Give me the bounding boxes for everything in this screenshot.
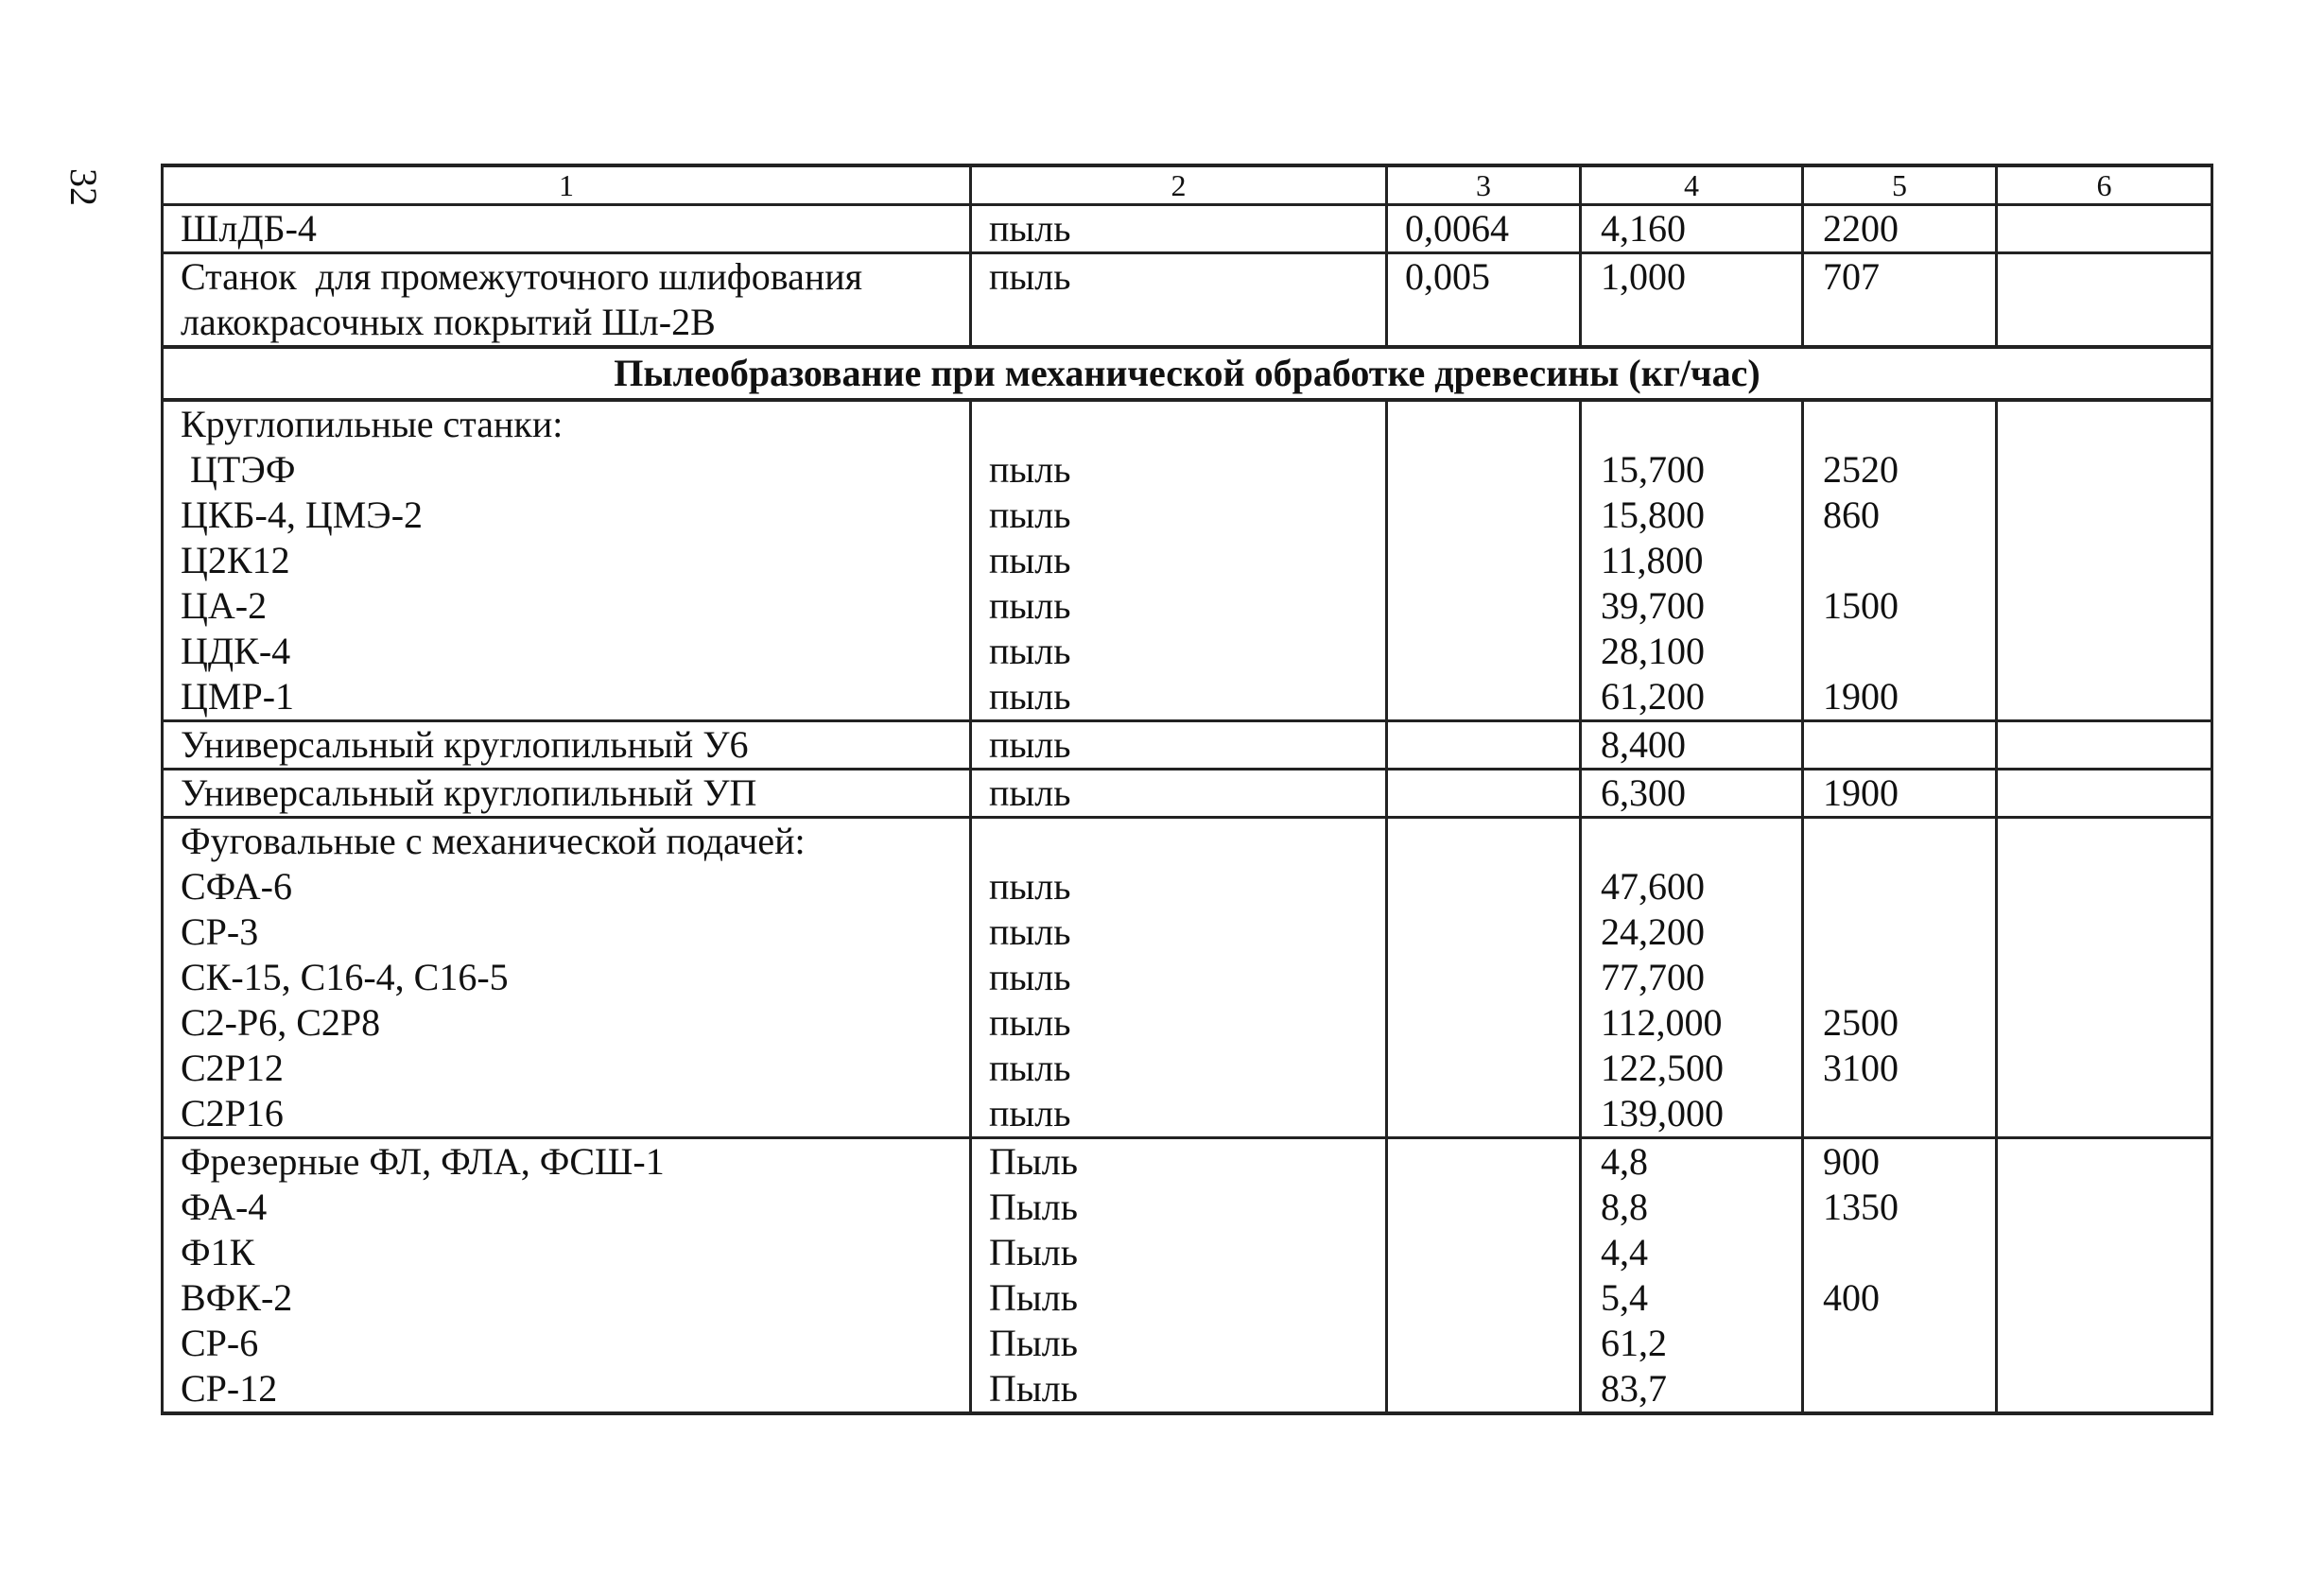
column3-cell-line bbox=[1405, 722, 1562, 768]
column6-cell-line bbox=[2015, 909, 2194, 955]
equipment-name-cell-line: Фуговальные с механической подачей: bbox=[181, 820, 806, 862]
column6-cell-line bbox=[2015, 402, 2194, 447]
column5-cell bbox=[1803, 770, 1997, 818]
equipment-name-cell bbox=[163, 818, 971, 1138]
substance-cell-line bbox=[989, 819, 1368, 864]
equipment-name-cell-line: СР-6 bbox=[181, 1322, 259, 1364]
column6-cell bbox=[1997, 400, 2212, 721]
column5-cell bbox=[1803, 721, 1997, 770]
equipment-name-cell-line: СР-3 bbox=[181, 910, 259, 953]
column6-cell-line bbox=[2015, 771, 2194, 816]
column3-cell-line: 0,0064 bbox=[1405, 207, 1509, 250]
column-header: 3 bbox=[1387, 165, 1581, 205]
column3-cell-line bbox=[1405, 674, 1562, 719]
substance-cell-line: пыль bbox=[989, 448, 1071, 491]
column5-cell-line bbox=[1823, 538, 1978, 583]
column5-cell bbox=[1803, 400, 1997, 721]
substance-cell bbox=[971, 1138, 1387, 1414]
equipment-name-cell-line: Ц2К12 bbox=[181, 539, 290, 581]
equipment-name-cell bbox=[163, 721, 971, 770]
column4-cell-line: 28,100 bbox=[1601, 630, 1705, 672]
equipment-name-cell-line: Ф1К bbox=[181, 1231, 255, 1273]
equipment-name-cell-line: С2Р16 bbox=[181, 1092, 284, 1134]
column5-cell bbox=[1803, 818, 1997, 1138]
equipment-name-cell-line: ЦКБ-4, ЦМЭ-2 bbox=[181, 493, 424, 536]
column3-cell bbox=[1387, 1138, 1581, 1414]
column6-cell-line bbox=[2015, 864, 2194, 909]
column4-cell-line: 24,200 bbox=[1601, 910, 1705, 953]
column6-cell-line bbox=[2015, 1275, 2194, 1321]
column-header: 4 bbox=[1581, 165, 1803, 205]
column4-cell-line: 61,200 bbox=[1601, 675, 1705, 718]
substance-cell-line: пыль bbox=[989, 910, 1071, 953]
column3-cell bbox=[1387, 721, 1581, 770]
equipment-name-cell-line: СР-12 bbox=[181, 1367, 278, 1410]
substance-cell-line: пыль bbox=[989, 584, 1071, 627]
column3-cell-line bbox=[1405, 771, 1562, 816]
column-header: 2 bbox=[971, 165, 1387, 205]
column4-cell bbox=[1581, 253, 1803, 348]
column6-cell-line bbox=[2015, 722, 2194, 768]
column5-cell-line bbox=[1823, 1091, 1978, 1136]
column5-cell-line bbox=[1823, 1321, 1978, 1366]
substance-cell-line: пыль bbox=[989, 771, 1071, 814]
equipment-name-cell-line: лакокрасочных покрытий Шл-2В bbox=[181, 301, 716, 343]
column4-cell-line: 8,400 bbox=[1601, 723, 1686, 766]
column3-cell-line bbox=[1405, 583, 1562, 629]
substance-cell-line bbox=[989, 402, 1368, 447]
column5-cell-line: 1900 bbox=[1823, 771, 1899, 814]
substance-cell bbox=[971, 253, 1387, 348]
equipment-name-cell-line: ВФК-2 bbox=[181, 1276, 293, 1319]
substance-cell-line: пыль bbox=[989, 630, 1071, 672]
column3-cell bbox=[1387, 205, 1581, 253]
column3-cell-line bbox=[1405, 1275, 1562, 1321]
equipment-name-cell-line: ЦТЭФ bbox=[181, 448, 296, 491]
column4-cell-line: 61,2 bbox=[1601, 1322, 1667, 1364]
equipment-name-cell bbox=[163, 253, 971, 348]
column3-cell-line bbox=[1405, 493, 1562, 538]
equipment-name-cell-line: Круглопильные станки: bbox=[181, 403, 564, 445]
column3-cell-line bbox=[1405, 1139, 1562, 1185]
column6-cell-line bbox=[2015, 955, 2194, 1000]
column4-cell-line: 8,8 bbox=[1601, 1186, 1648, 1228]
column5-cell-line bbox=[1823, 629, 1978, 674]
equipment-name-cell-line: СФА-6 bbox=[181, 865, 292, 908]
column6-cell-line bbox=[2015, 819, 2194, 864]
column4-cell bbox=[1581, 1138, 1803, 1414]
equipment-name-cell bbox=[163, 205, 971, 253]
column3-cell-line bbox=[1405, 864, 1562, 909]
column5-cell-line: 2520 bbox=[1823, 448, 1899, 491]
column3-cell-line bbox=[1405, 819, 1562, 864]
equipment-name-cell-line: С2-Р6, С2Р8 bbox=[181, 1001, 381, 1044]
column6-cell-line bbox=[2015, 583, 2194, 629]
column5-cell-line bbox=[1823, 955, 1978, 1000]
column4-cell-line: 4,8 bbox=[1601, 1140, 1648, 1183]
column5-cell-line bbox=[1823, 1366, 1978, 1411]
column3-cell bbox=[1387, 253, 1581, 348]
column6-cell-line bbox=[2015, 1046, 2194, 1091]
column4-cell bbox=[1581, 205, 1803, 253]
equipment-name-cell-line: Фрезерные ФЛ, ФЛА, ФСШ-1 bbox=[181, 1140, 665, 1183]
column6-cell-line bbox=[2015, 1185, 2194, 1230]
column6-cell bbox=[1997, 205, 2212, 253]
substance-cell-line: пыль bbox=[989, 675, 1071, 718]
substance-cell-line: пыль bbox=[989, 207, 1071, 250]
equipment-name-cell bbox=[163, 770, 971, 818]
column5-cell-line: 707 bbox=[1823, 255, 1880, 298]
equipment-name-cell-line: С2Р12 bbox=[181, 1047, 284, 1089]
column5-cell bbox=[1803, 1138, 1997, 1414]
column4-cell-line: 112,000 bbox=[1601, 1001, 1723, 1044]
equipment-name-cell bbox=[163, 400, 971, 721]
substance-cell-line: пыль bbox=[989, 539, 1071, 581]
substance-cell-line: Пыль bbox=[989, 1140, 1078, 1183]
substance-cell-line: Пыль bbox=[989, 1186, 1078, 1228]
column5-cell-line: 2200 bbox=[1823, 207, 1899, 250]
table-group-row bbox=[163, 1138, 2212, 1414]
column3-cell-line bbox=[1405, 1321, 1562, 1366]
table-group-row bbox=[163, 400, 2212, 721]
substance-cell-line: пыль bbox=[989, 1047, 1071, 1089]
substance-cell bbox=[971, 721, 1387, 770]
column4-cell-line: 47,600 bbox=[1601, 865, 1705, 908]
column6-cell-line bbox=[2015, 447, 2194, 493]
emissions-table bbox=[161, 164, 2213, 1415]
column4-cell-line: 122,500 bbox=[1601, 1047, 1724, 1089]
column4-cell bbox=[1581, 770, 1803, 818]
table-group-row bbox=[163, 818, 2212, 1138]
column5-cell-line bbox=[1823, 909, 1978, 955]
table-group-row bbox=[163, 770, 2212, 818]
column4-cell-line: 15,800 bbox=[1601, 493, 1705, 536]
column4-cell-line: 83,7 bbox=[1601, 1367, 1667, 1410]
substance-cell-line: пыль bbox=[989, 493, 1071, 536]
column3-cell-line bbox=[1405, 909, 1562, 955]
substance-cell-line: пыль bbox=[989, 865, 1071, 908]
column6-cell-line bbox=[2015, 1139, 2194, 1185]
column5-cell-line bbox=[1823, 1230, 1978, 1275]
section-title: Пылеобразование при механической обработке древесины (кг/час) bbox=[163, 347, 2212, 400]
substance-cell-line: пыль bbox=[989, 1092, 1071, 1134]
column4-cell-line: 1,000 bbox=[1601, 255, 1686, 298]
substance-cell bbox=[971, 400, 1387, 721]
column5-cell-line: 1500 bbox=[1823, 584, 1899, 627]
column5-cell-line: 900 bbox=[1823, 1140, 1880, 1183]
column6-cell-line bbox=[2015, 1230, 2194, 1275]
column5-cell-line: 3100 bbox=[1823, 1047, 1899, 1089]
equipment-name-cell-line: Станок для промежуточного шлифования bbox=[181, 255, 863, 298]
column-header: 1 bbox=[163, 165, 971, 205]
column6-cell-line bbox=[2015, 1366, 2194, 1411]
column5-cell-line bbox=[1823, 722, 1978, 768]
column4-cell bbox=[1581, 721, 1803, 770]
column3-cell-line bbox=[1405, 1000, 1562, 1046]
column6-cell bbox=[1997, 770, 2212, 818]
substance-cell-line: пыль bbox=[989, 1001, 1071, 1044]
substance-cell-line: Пыль bbox=[989, 1367, 1078, 1410]
equipment-name-cell-line: ЦМР-1 bbox=[181, 675, 295, 718]
column4-cell-line: 39,700 bbox=[1601, 584, 1705, 627]
column3-cell-line bbox=[1405, 447, 1562, 493]
substance-cell bbox=[971, 205, 1387, 253]
column-number-row bbox=[163, 165, 2212, 205]
substance-cell-line: Пыль bbox=[989, 1231, 1078, 1273]
column3-cell-line bbox=[1405, 1230, 1562, 1275]
column4-cell-line: 139,000 bbox=[1601, 1092, 1724, 1134]
column-header: 5 bbox=[1803, 165, 1997, 205]
equipment-name-cell-line: СК-15, С16-4, С16-5 bbox=[181, 956, 509, 998]
column4-cell bbox=[1581, 400, 1803, 721]
column4-cell-line bbox=[1601, 819, 1784, 864]
equipment-name-cell-line: Универсальный круглопильный У6 bbox=[181, 723, 749, 766]
column6-cell-line bbox=[2015, 1000, 2194, 1046]
column5-cell-line: 1900 bbox=[1823, 675, 1899, 718]
column6-cell bbox=[1997, 253, 2212, 348]
column3-cell bbox=[1387, 770, 1581, 818]
column5-cell-line: 1350 bbox=[1823, 1186, 1899, 1228]
column4-cell-line bbox=[1601, 402, 1784, 447]
equipment-name-cell bbox=[163, 1138, 971, 1414]
column3-cell-line bbox=[1405, 955, 1562, 1000]
column6-cell-line bbox=[2015, 493, 2194, 538]
column6-cell bbox=[1997, 1138, 2212, 1414]
column5-cell bbox=[1803, 253, 1997, 348]
column3-cell-line bbox=[1405, 1091, 1562, 1136]
substance-cell bbox=[971, 818, 1387, 1138]
column6-cell-line bbox=[2015, 629, 2194, 674]
column6-cell-line bbox=[2015, 1091, 2194, 1136]
column3-cell-line bbox=[1405, 629, 1562, 674]
column4-cell-line: 5,4 bbox=[1601, 1276, 1648, 1319]
column4-cell-line: 6,300 bbox=[1601, 771, 1686, 814]
column6-cell bbox=[1997, 818, 2212, 1138]
column4-cell-line: 77,700 bbox=[1601, 956, 1705, 998]
substance-cell-line: пыль bbox=[989, 723, 1071, 766]
section-title-row bbox=[163, 347, 2212, 400]
substance-cell-line: пыль bbox=[989, 956, 1071, 998]
column4-cell-line: 15,700 bbox=[1601, 448, 1705, 491]
column3-cell bbox=[1387, 818, 1581, 1138]
column4-cell-line: 11,800 bbox=[1601, 539, 1704, 581]
table-row bbox=[163, 253, 2212, 348]
equipment-name-cell-line: ФА-4 bbox=[181, 1186, 268, 1228]
column3-cell-line bbox=[1405, 1046, 1562, 1091]
column3-cell-line bbox=[1405, 1185, 1562, 1230]
column3-cell-line bbox=[1405, 538, 1562, 583]
equipment-name-cell-line: ЦА-2 bbox=[181, 584, 268, 627]
column5-cell bbox=[1803, 205, 1997, 253]
column6-cell-line bbox=[2015, 206, 2194, 251]
column6-cell-line bbox=[2015, 254, 2194, 300]
column5-cell-line: 860 bbox=[1823, 493, 1880, 536]
column4-cell bbox=[1581, 818, 1803, 1138]
column3-cell bbox=[1387, 400, 1581, 721]
substance-cell-line: Пыль bbox=[989, 1276, 1078, 1319]
page-number: 32 bbox=[62, 168, 105, 206]
column-header: 6 bbox=[1997, 165, 2212, 205]
table-row bbox=[163, 205, 2212, 253]
column3-cell-line bbox=[1405, 1366, 1562, 1411]
column4-cell-line: 4,160 bbox=[1601, 207, 1686, 250]
column5-cell-line bbox=[1823, 864, 1978, 909]
equipment-name-cell-line: ЦДК-4 bbox=[181, 630, 291, 672]
column4-cell-line: 4,4 bbox=[1601, 1231, 1648, 1273]
table-group-row bbox=[163, 721, 2212, 770]
column6-cell-line bbox=[2015, 1321, 2194, 1366]
column5-cell-line bbox=[1823, 402, 1978, 447]
substance-cell bbox=[971, 770, 1387, 818]
column5-cell-line: 2500 bbox=[1823, 1001, 1899, 1044]
equipment-name-cell-line: Универсальный круглопильный УП bbox=[181, 771, 757, 814]
column6-cell-line bbox=[2015, 674, 2194, 719]
column5-cell-line bbox=[1823, 819, 1978, 864]
substance-cell-line: пыль bbox=[989, 255, 1071, 298]
column6-cell bbox=[1997, 721, 2212, 770]
column5-cell-line: 400 bbox=[1823, 1276, 1880, 1319]
equipment-name-cell-line: ШлДБ-4 bbox=[181, 207, 317, 250]
column3-cell-line bbox=[1405, 402, 1562, 447]
substance-cell-line: Пыль bbox=[989, 1322, 1078, 1364]
column6-cell-line bbox=[2015, 538, 2194, 583]
column3-cell-line: 0,005 bbox=[1405, 255, 1490, 298]
